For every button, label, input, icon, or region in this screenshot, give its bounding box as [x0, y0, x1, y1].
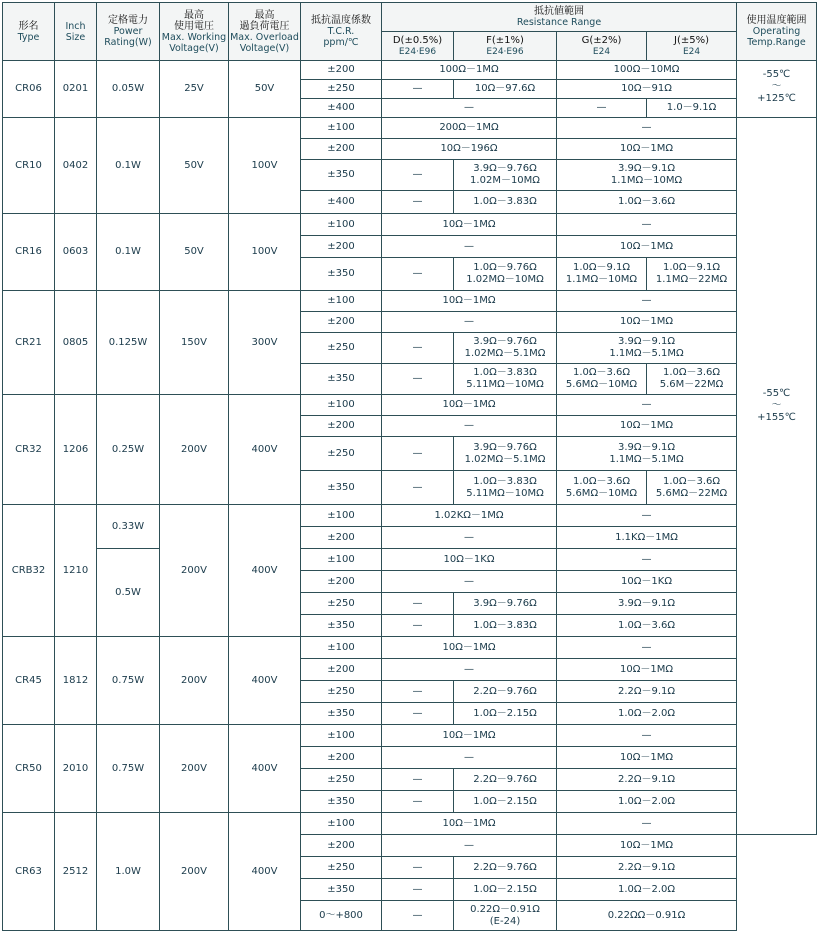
range-d-cell: —	[382, 593, 454, 615]
table-row	[3, 61, 817, 80]
range-df-cell: 10Ω－1MΩ	[382, 725, 557, 747]
header-type: 形名 Type	[3, 3, 55, 61]
tcr-cell: ±100	[301, 505, 382, 527]
range-df-cell: —	[382, 99, 557, 118]
range-gj-cell: 1.0Ω－3.6Ω	[557, 191, 737, 214]
range-gj-cell: 10Ω－1MΩ	[557, 835, 737, 857]
range-gj-cell: 10Ω－1MΩ	[557, 139, 737, 160]
type-cell: CR32	[3, 395, 55, 505]
power-cell: 0.33W	[97, 505, 160, 549]
inch-cell: 1206	[55, 395, 97, 505]
range-f-cell: 2.2Ω－9.76Ω	[454, 681, 557, 703]
working-voltage-cell: 200V	[160, 813, 229, 931]
range-d-cell: —	[382, 258, 454, 291]
range-df-cell: 200Ω－1MΩ	[382, 118, 557, 139]
header-overload-voltage: 最高 過負荷電圧 Max. Overload Voltage(V)	[229, 3, 301, 61]
range-d-cell: —	[382, 703, 454, 725]
power-cell: 1.0W	[97, 813, 160, 931]
range-gj-cell: —	[557, 505, 737, 527]
type-cell: CR45	[3, 637, 55, 725]
tcr-cell: ±350	[301, 160, 382, 191]
range-df-cell: 10Ω－1MΩ	[382, 637, 557, 659]
range-df-cell: —	[382, 571, 557, 593]
range-f-cell: 1.0Ω－2.15Ω	[454, 879, 557, 901]
range-df-cell: —	[382, 527, 557, 549]
range-gj-cell: 10Ω－1KΩ	[557, 571, 737, 593]
temp-range-cell: -55℃ ～ +155℃	[737, 118, 817, 835]
range-f-cell: 2.2Ω－9.76Ω	[454, 769, 557, 791]
range-f-cell: 10Ω－97.6Ω	[454, 80, 557, 99]
range-j-cell: 1.0Ω－9.1Ω 1.1MΩ－22MΩ	[647, 258, 737, 291]
range-d-cell: —	[382, 791, 454, 813]
range-gj-cell: 1.0Ω－2.0Ω	[557, 791, 737, 813]
range-d-cell: —	[382, 333, 454, 364]
tcr-cell: ±100	[301, 291, 382, 312]
type-cell: CR63	[3, 813, 55, 931]
working-voltage-cell: 50V	[160, 214, 229, 291]
range-gj-cell: —	[557, 118, 737, 139]
tcr-cell: ±100	[301, 395, 382, 416]
tcr-cell: ±100	[301, 214, 382, 236]
range-f-cell: 3.9Ω－9.76Ω 1.02MΩ－5.1MΩ	[454, 437, 557, 471]
tcr-cell: ±200	[301, 139, 382, 160]
overload-voltage-cell: 400V	[229, 637, 301, 725]
overload-voltage-cell: 50V	[229, 61, 301, 118]
working-voltage-cell: 25V	[160, 61, 229, 118]
range-f-cell: 0.22Ω－0.91Ω (E-24)	[454, 901, 557, 931]
range-d-cell: —	[382, 857, 454, 879]
tcr-cell: ±100	[301, 813, 382, 835]
range-gj-cell: —	[557, 813, 737, 835]
inch-cell: 2512	[55, 813, 97, 931]
range-gj-cell: 2.2Ω－9.1Ω	[557, 769, 737, 791]
tcr-cell: ±100	[301, 725, 382, 747]
table-row	[3, 725, 817, 747]
table-row	[3, 813, 817, 835]
range-df-cell: —	[382, 659, 557, 681]
range-g-cell: 1.0Ω－3.6Ω 5.6MΩ－10MΩ	[557, 471, 647, 505]
table-row	[3, 637, 817, 659]
resistor-spec-table	[2, 2, 817, 931]
range-f-cell: 3.9Ω－9.76Ω 1.02M－10MΩ	[454, 160, 557, 191]
header-tcr: 抵抗温度係数 T.C.R. ppm/℃	[301, 3, 382, 61]
overload-voltage-cell: 100V	[229, 214, 301, 291]
inch-cell: 1210	[55, 505, 97, 637]
tcr-cell: ±100	[301, 637, 382, 659]
range-gj-cell: —	[557, 549, 737, 571]
range-j-cell: 1.0－9.1Ω	[647, 99, 737, 118]
tcr-cell: ±200	[301, 659, 382, 681]
power-cell: 0.75W	[97, 637, 160, 725]
tcr-cell: ±200	[301, 416, 382, 437]
tcr-cell: ±250	[301, 769, 382, 791]
tcr-cell: ±250	[301, 80, 382, 99]
range-df-cell: 10Ω－1MΩ	[382, 291, 557, 312]
tcr-cell: ±400	[301, 99, 382, 118]
range-f-cell: 1.0Ω－9.76Ω 1.02MΩ－10MΩ	[454, 258, 557, 291]
tcr-cell: ±350	[301, 364, 382, 395]
table-row	[3, 291, 817, 312]
table-row	[3, 214, 817, 236]
range-gj-cell: 3.9Ω－9.1Ω 1.1MΩ－5.1MΩ	[557, 333, 737, 364]
overload-voltage-cell: 300V	[229, 291, 301, 395]
range-f-cell: 2.2Ω－9.76Ω	[454, 857, 557, 879]
range-df-cell: —	[382, 747, 557, 769]
range-d-cell: —	[382, 160, 454, 191]
inch-cell: 2010	[55, 725, 97, 813]
range-df-cell: —	[382, 312, 557, 333]
range-gj-cell: 1.0Ω－2.0Ω	[557, 879, 737, 901]
inch-cell: 0805	[55, 291, 97, 395]
tcr-cell: ±400	[301, 191, 382, 214]
header-tolerance-g: G(±2%) E24	[557, 32, 647, 61]
type-cell: CR06	[3, 61, 55, 118]
range-df-cell: 10Ω－196Ω	[382, 139, 557, 160]
power-cell: 0.5W	[97, 549, 160, 637]
range-gj-cell: —	[557, 637, 737, 659]
header-tolerance-j: J(±5%) E24	[647, 32, 737, 61]
tcr-cell: ±200	[301, 236, 382, 258]
range-gj-cell: —	[557, 725, 737, 747]
range-d-cell: —	[382, 437, 454, 471]
overload-voltage-cell: 400V	[229, 725, 301, 813]
range-gj-cell: 1.1KΩ－1MΩ	[557, 527, 737, 549]
inch-cell: 0201	[55, 61, 97, 118]
range-gj-cell: 2.2Ω－9.1Ω	[557, 681, 737, 703]
table-row	[3, 549, 817, 571]
header-tolerance-d: D(±0.5%) E24·E96	[382, 32, 454, 61]
header-resistance-range: 抵抗値範囲 Resistance Range	[382, 3, 737, 32]
range-f-cell: 1.0Ω－3.83Ω	[454, 191, 557, 214]
tcr-cell: ±250	[301, 681, 382, 703]
range-gj-cell: 10Ω－1MΩ	[557, 236, 737, 258]
type-cell: CR21	[3, 291, 55, 395]
tcr-cell: ±350	[301, 879, 382, 901]
overload-voltage-cell: 400V	[229, 505, 301, 637]
type-cell: CR10	[3, 118, 55, 214]
range-gj-cell: 10Ω－1MΩ	[557, 659, 737, 681]
tcr-cell: ±350	[301, 258, 382, 291]
header-tolerance-f: F(±1%) E24·E96	[454, 32, 557, 61]
tcr-cell: ±250	[301, 593, 382, 615]
range-df-cell: —	[382, 416, 557, 437]
inch-cell: 1812	[55, 637, 97, 725]
type-cell: CR16	[3, 214, 55, 291]
range-gj-cell: 10Ω－91Ω	[557, 80, 737, 99]
range-gj-cell: 0.22ΩΩ－0.91Ω	[557, 901, 737, 931]
power-cell: 0.05W	[97, 61, 160, 118]
range-f-cell: 1.0Ω－2.15Ω	[454, 703, 557, 725]
range-gj-cell: 100Ω－10MΩ	[557, 61, 737, 80]
tcr-cell: ±350	[301, 471, 382, 505]
range-d-cell: —	[382, 364, 454, 395]
range-df-cell: —	[382, 835, 557, 857]
inch-cell: 0402	[55, 118, 97, 214]
power-cell: 0.25W	[97, 395, 160, 505]
tcr-cell: ±250	[301, 333, 382, 364]
range-f-cell: 3.9Ω－9.76Ω 1.02MΩ－5.1MΩ	[454, 333, 557, 364]
header-temp-range: 使用温度範囲 Operating Temp.Range	[737, 3, 817, 61]
type-cell: CR50	[3, 725, 55, 813]
range-df-cell: 10Ω－1KΩ	[382, 549, 557, 571]
tcr-cell: ±200	[301, 835, 382, 857]
range-gj-cell: 10Ω－1MΩ	[557, 312, 737, 333]
tcr-cell: ±350	[301, 791, 382, 813]
working-voltage-cell: 200V	[160, 505, 229, 637]
inch-cell: 0603	[55, 214, 97, 291]
range-j-cell: 1.0Ω－3.6Ω 5.6MΩ－22MΩ	[647, 471, 737, 505]
range-gj-cell: 1.0Ω－2.0Ω	[557, 703, 737, 725]
range-gj-cell: 10Ω－1MΩ	[557, 747, 737, 769]
range-g-cell: —	[557, 99, 647, 118]
range-gj-cell: 10Ω－1MΩ	[557, 416, 737, 437]
range-df-cell: —	[382, 236, 557, 258]
header-inch: Inch Size	[55, 3, 97, 61]
range-d-cell: —	[382, 681, 454, 703]
overload-voltage-cell: 100V	[229, 118, 301, 214]
header-working-voltage: 最高 使用電圧 Max. Working Voltage(V)	[160, 3, 229, 61]
tcr-cell: ±250	[301, 437, 382, 471]
range-df-cell: 10Ω－1MΩ	[382, 813, 557, 835]
range-d-cell: —	[382, 901, 454, 931]
tcr-cell: ±200	[301, 312, 382, 333]
table-row	[3, 395, 817, 416]
range-gj-cell: 3.9Ω－9.1Ω 1.1MΩ－5.1MΩ	[557, 437, 737, 471]
power-cell: 0.75W	[97, 725, 160, 813]
range-f-cell: 3.9Ω－9.76Ω	[454, 593, 557, 615]
range-df-cell: 1.02KΩ－1MΩ	[382, 505, 557, 527]
header-power: 定格電力 Power Rating(W)	[97, 3, 160, 61]
working-voltage-cell: 50V	[160, 118, 229, 214]
range-g-cell: 1.0Ω－3.6Ω 5.6MΩ－10MΩ	[557, 364, 647, 395]
range-gj-cell: 1.0Ω－3.6Ω	[557, 615, 737, 637]
overload-voltage-cell: 400V	[229, 395, 301, 505]
tcr-cell: ±200	[301, 571, 382, 593]
table-row	[3, 118, 817, 139]
range-d-cell: —	[382, 879, 454, 901]
temp-range-cell: -55℃ ～ +125℃	[737, 61, 817, 118]
working-voltage-cell: 200V	[160, 637, 229, 725]
tcr-cell: ±100	[301, 118, 382, 139]
tcr-cell: 0～+800	[301, 901, 382, 931]
range-df-cell: 100Ω－1MΩ	[382, 61, 557, 80]
tcr-cell: ±250	[301, 857, 382, 879]
table-row	[3, 505, 817, 527]
range-f-cell: 1.0Ω－2.15Ω	[454, 791, 557, 813]
range-f-cell: 1.0Ω－3.83Ω 5.11MΩ－10MΩ	[454, 364, 557, 395]
range-gj-cell: 3.9Ω－9.1Ω 1.1MΩ－10MΩ	[557, 160, 737, 191]
range-gj-cell: —	[557, 291, 737, 312]
tcr-cell: ±100	[301, 549, 382, 571]
range-gj-cell: 2.2Ω－9.1Ω	[557, 857, 737, 879]
range-gj-cell: —	[557, 214, 737, 236]
range-d-cell: —	[382, 191, 454, 214]
power-cell: 0.125W	[97, 291, 160, 395]
range-d-cell: —	[382, 769, 454, 791]
tcr-cell: ±200	[301, 747, 382, 769]
range-j-cell: 1.0Ω－3.6Ω 5.6M－22MΩ	[647, 364, 737, 395]
range-f-cell: 1.0Ω－3.83Ω 5.11MΩ－10MΩ	[454, 471, 557, 505]
range-d-cell: —	[382, 615, 454, 637]
tcr-cell: ±200	[301, 61, 382, 80]
range-df-cell: 10Ω－1MΩ	[382, 214, 557, 236]
range-f-cell: 1.0Ω－3.83Ω	[454, 615, 557, 637]
type-cell: CRB32	[3, 505, 55, 637]
working-voltage-cell: 200V	[160, 725, 229, 813]
tcr-cell: ±350	[301, 703, 382, 725]
tcr-cell: ±350	[301, 615, 382, 637]
range-g-cell: 1.0Ω－9.1Ω 1.1MΩ－10MΩ	[557, 258, 647, 291]
power-cell: 0.1W	[97, 214, 160, 291]
power-cell: 0.1W	[97, 118, 160, 214]
working-voltage-cell: 200V	[160, 395, 229, 505]
range-gj-cell: 3.9Ω－9.1Ω	[557, 593, 737, 615]
working-voltage-cell: 150V	[160, 291, 229, 395]
overload-voltage-cell: 400V	[229, 813, 301, 931]
range-d-cell: —	[382, 80, 454, 99]
range-gj-cell: —	[557, 395, 737, 416]
range-d-cell: —	[382, 471, 454, 505]
tcr-cell: ±200	[301, 527, 382, 549]
range-df-cell: 10Ω－1MΩ	[382, 395, 557, 416]
